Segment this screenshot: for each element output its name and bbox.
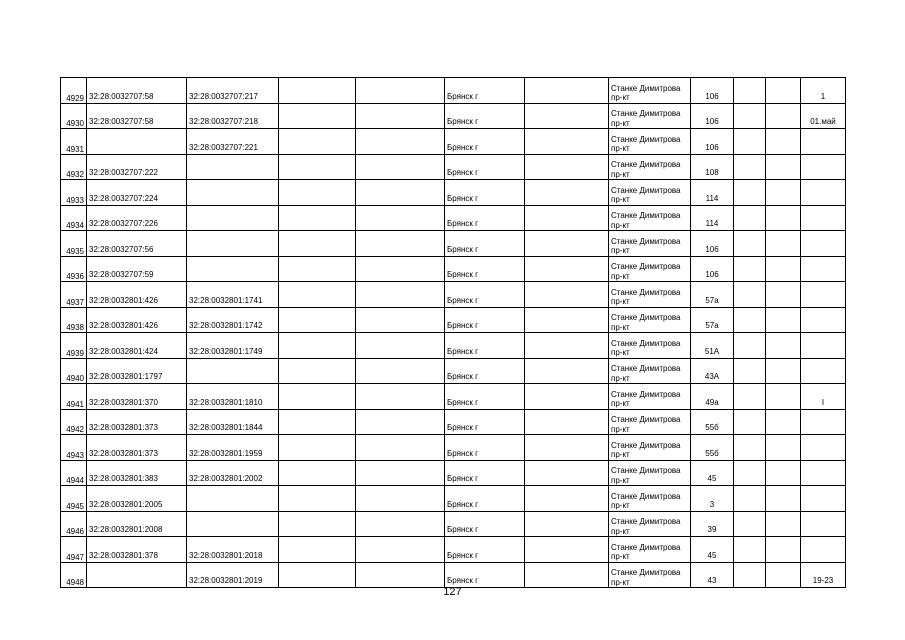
street-cell: Станке Димитрова пр-кт xyxy=(609,409,691,435)
empty-cell xyxy=(356,103,445,129)
table-row xyxy=(61,307,846,333)
cadastral-number-cell: 32:28:0032707:222 xyxy=(87,154,187,180)
table-row xyxy=(61,358,846,384)
street-cell: Станке Димитрова пр-кт xyxy=(609,231,691,257)
empty-cell xyxy=(356,205,445,231)
row-number-cell: 4938 xyxy=(61,307,87,333)
empty-cell xyxy=(766,282,801,308)
empty-cell xyxy=(279,129,356,155)
house-number-cell: 106 xyxy=(691,103,734,129)
row-number-cell: 4934 xyxy=(61,205,87,231)
table-body xyxy=(61,78,846,588)
house-number-cell: 114 xyxy=(691,205,734,231)
empty-cell xyxy=(356,486,445,512)
cadastral-number-cell: 32:28:0032801:373 xyxy=(87,435,187,461)
house-number-cell: 114 xyxy=(691,180,734,206)
empty-cell xyxy=(356,180,445,206)
cadastral-number-cell: 32:28:0032801:373 xyxy=(87,409,187,435)
row-number-cell: 4944 xyxy=(61,460,87,486)
street-cell: Станке Димитрова пр-кт xyxy=(609,129,691,155)
object-cadastral-number-cell xyxy=(187,205,279,231)
empty-cell xyxy=(279,154,356,180)
city-cell: Брянск г xyxy=(445,333,525,359)
cadastral-number-cell: 32:28:0032801:2008 xyxy=(87,511,187,537)
apartment-cell xyxy=(801,307,846,333)
house-number-cell: 55б xyxy=(691,409,734,435)
empty-cell xyxy=(766,333,801,359)
empty-cell xyxy=(525,129,609,155)
house-number-cell: 39 xyxy=(691,511,734,537)
row-number-cell: 4942 xyxy=(61,409,87,435)
city-cell: Брянск г xyxy=(445,154,525,180)
city-cell: Брянск г xyxy=(445,562,525,588)
empty-cell xyxy=(525,460,609,486)
empty-cell xyxy=(525,333,609,359)
row-number-cell: 4935 xyxy=(61,231,87,257)
cadastral-number-cell: 32:28:0032801:424 xyxy=(87,333,187,359)
object-cadastral-number-cell xyxy=(187,511,279,537)
empty-cell xyxy=(766,460,801,486)
row-number-cell: 4940 xyxy=(61,358,87,384)
empty-cell xyxy=(279,537,356,563)
street-cell: Станке Димитрова пр-кт xyxy=(609,511,691,537)
city-cell: Брянск г xyxy=(445,537,525,563)
apartment-cell: I xyxy=(801,384,846,410)
apartment-cell xyxy=(801,154,846,180)
row-number-cell: 4939 xyxy=(61,333,87,359)
empty-cell xyxy=(766,384,801,410)
empty-cell xyxy=(279,307,356,333)
row-number-cell: 4933 xyxy=(61,180,87,206)
row-number-cell: 4930 xyxy=(61,103,87,129)
row-number-cell: 4932 xyxy=(61,154,87,180)
city-cell: Брянск г xyxy=(445,282,525,308)
row-number-cell: 4931 xyxy=(61,129,87,155)
table-row xyxy=(61,384,846,410)
cadastral-number-cell: 32:28:0032801:370 xyxy=(87,384,187,410)
apartment-cell xyxy=(801,409,846,435)
empty-cell xyxy=(356,231,445,257)
empty-cell xyxy=(356,511,445,537)
street-cell: Станке Димитрова пр-кт xyxy=(609,103,691,129)
empty-cell xyxy=(766,154,801,180)
empty-cell xyxy=(356,384,445,410)
street-cell: Станке Димитрова пр-кт xyxy=(609,282,691,308)
house-number-cell: 45 xyxy=(691,460,734,486)
apartment-cell xyxy=(801,333,846,359)
apartment-cell xyxy=(801,282,846,308)
object-cadastral-number-cell xyxy=(187,256,279,282)
object-cadastral-number-cell xyxy=(187,180,279,206)
house-number-cell: 106 xyxy=(691,231,734,257)
empty-cell xyxy=(356,435,445,461)
empty-cell xyxy=(356,460,445,486)
table-row xyxy=(61,486,846,512)
empty-cell xyxy=(734,103,766,129)
empty-cell xyxy=(279,180,356,206)
table-row xyxy=(61,562,846,588)
empty-cell xyxy=(279,333,356,359)
street-cell: Станке Димитрова пр-кт xyxy=(609,154,691,180)
house-number-cell: 55б xyxy=(691,435,734,461)
empty-cell xyxy=(279,282,356,308)
empty-cell xyxy=(525,103,609,129)
cadastral-number-cell: 32:28:0032801:426 xyxy=(87,282,187,308)
city-cell: Брянск г xyxy=(445,231,525,257)
house-number-cell: 3 xyxy=(691,486,734,512)
empty-cell xyxy=(525,435,609,461)
table-row xyxy=(61,103,846,129)
row-number-cell: 4943 xyxy=(61,435,87,461)
empty-cell xyxy=(279,103,356,129)
empty-cell xyxy=(525,384,609,410)
empty-cell xyxy=(734,460,766,486)
empty-cell xyxy=(356,154,445,180)
empty-cell xyxy=(525,486,609,512)
empty-cell xyxy=(279,435,356,461)
table-row xyxy=(61,460,846,486)
table-row xyxy=(61,333,846,359)
house-number-cell: 57а xyxy=(691,307,734,333)
object-cadastral-number-cell: 32:28:0032801:2019 xyxy=(187,562,279,588)
empty-cell xyxy=(356,537,445,563)
empty-cell xyxy=(766,307,801,333)
city-cell: Брянск г xyxy=(445,384,525,410)
apartment-cell xyxy=(801,435,846,461)
empty-cell xyxy=(279,231,356,257)
object-cadastral-number-cell: 32:28:0032801:2018 xyxy=(187,537,279,563)
empty-cell xyxy=(766,486,801,512)
city-cell: Брянск г xyxy=(445,409,525,435)
empty-cell xyxy=(356,282,445,308)
empty-cell xyxy=(279,205,356,231)
empty-cell xyxy=(734,562,766,588)
house-number-cell: 106 xyxy=(691,256,734,282)
cadastral-number-cell: 32:28:0032801:1797 xyxy=(87,358,187,384)
cadastral-number-cell: 32:28:0032801:2005 xyxy=(87,486,187,512)
empty-cell xyxy=(525,231,609,257)
empty-cell xyxy=(734,180,766,206)
empty-cell xyxy=(766,256,801,282)
empty-cell xyxy=(279,78,356,104)
empty-cell xyxy=(356,562,445,588)
empty-cell xyxy=(734,333,766,359)
street-cell: Станке Димитрова пр-кт xyxy=(609,562,691,588)
cadastral-number-cell: 32:28:0032707:224 xyxy=(87,180,187,206)
table-row xyxy=(61,537,846,563)
cadastral-number-cell xyxy=(87,129,187,155)
empty-cell xyxy=(356,358,445,384)
empty-cell xyxy=(766,205,801,231)
object-cadastral-number-cell: 32:28:0032707:218 xyxy=(187,103,279,129)
empty-cell xyxy=(525,256,609,282)
row-number-cell: 4929 xyxy=(61,78,87,104)
city-cell: Брянск г xyxy=(445,256,525,282)
table-row xyxy=(61,129,846,155)
street-cell: Станке Димитрова пр-кт xyxy=(609,537,691,563)
empty-cell xyxy=(356,409,445,435)
object-cadastral-number-cell xyxy=(187,358,279,384)
empty-cell xyxy=(279,562,356,588)
empty-cell xyxy=(734,384,766,410)
apartment-cell xyxy=(801,486,846,512)
empty-cell xyxy=(356,78,445,104)
object-cadastral-number-cell xyxy=(187,486,279,512)
house-number-cell: 45 xyxy=(691,537,734,563)
apartment-cell xyxy=(801,205,846,231)
empty-cell xyxy=(734,231,766,257)
cadastral-number-cell xyxy=(87,562,187,588)
street-cell: Станке Димитрова пр-кт xyxy=(609,460,691,486)
city-cell: Брянск г xyxy=(445,129,525,155)
table-row xyxy=(61,78,846,104)
street-cell: Станке Димитрова пр-кт xyxy=(609,435,691,461)
street-cell: Станке Димитрова пр-кт xyxy=(609,78,691,104)
cadastral-number-cell: 32:28:0032801:426 xyxy=(87,307,187,333)
empty-cell xyxy=(734,409,766,435)
row-number-cell: 4947 xyxy=(61,537,87,563)
empty-cell xyxy=(734,282,766,308)
street-cell: Станке Димитрова пр-кт xyxy=(609,384,691,410)
row-number-cell: 4936 xyxy=(61,256,87,282)
city-cell: Брянск г xyxy=(445,486,525,512)
object-cadastral-number-cell xyxy=(187,154,279,180)
apartment-cell: 19-23 xyxy=(801,562,846,588)
empty-cell xyxy=(766,562,801,588)
row-number-cell: 4945 xyxy=(61,486,87,512)
city-cell: Брянск г xyxy=(445,205,525,231)
object-cadastral-number-cell: 32:28:0032801:1749 xyxy=(187,333,279,359)
apartment-cell xyxy=(801,256,846,282)
empty-cell xyxy=(734,307,766,333)
city-cell: Брянск г xyxy=(445,103,525,129)
empty-cell xyxy=(279,486,356,512)
apartment-cell xyxy=(801,180,846,206)
empty-cell xyxy=(356,256,445,282)
cadastral-number-cell: 32:28:0032707:226 xyxy=(87,205,187,231)
house-number-cell: 43 xyxy=(691,562,734,588)
object-cadastral-number-cell: 32:28:0032707:217 xyxy=(187,78,279,104)
city-cell: Брянск г xyxy=(445,511,525,537)
empty-cell xyxy=(734,511,766,537)
house-number-cell: 106 xyxy=(691,129,734,155)
empty-cell xyxy=(525,205,609,231)
street-cell: Станке Димитрова пр-кт xyxy=(609,486,691,512)
house-number-cell: 49а xyxy=(691,384,734,410)
apartment-cell xyxy=(801,511,846,537)
empty-cell xyxy=(734,486,766,512)
empty-cell xyxy=(734,205,766,231)
cadastral-number-cell: 32:28:0032801:378 xyxy=(87,537,187,563)
empty-cell xyxy=(279,384,356,410)
house-number-cell: 43А xyxy=(691,358,734,384)
table-row xyxy=(61,409,846,435)
row-number-cell: 4946 xyxy=(61,511,87,537)
object-cadastral-number-cell: 32:28:0032801:1741 xyxy=(187,282,279,308)
empty-cell xyxy=(525,537,609,563)
empty-cell xyxy=(766,537,801,563)
street-cell: Станке Димитрова пр-кт xyxy=(609,333,691,359)
object-cadastral-number-cell: 32:28:0032801:1844 xyxy=(187,409,279,435)
empty-cell xyxy=(766,129,801,155)
table-row xyxy=(61,435,846,461)
object-cadastral-number-cell: 32:28:0032801:1742 xyxy=(187,307,279,333)
cadastral-number-cell: 32:28:0032707:58 xyxy=(87,78,187,104)
empty-cell xyxy=(766,409,801,435)
empty-cell xyxy=(356,307,445,333)
empty-cell xyxy=(734,154,766,180)
apartment-cell xyxy=(801,231,846,257)
cadastral-number-cell: 32:28:0032707:56 xyxy=(87,231,187,257)
table-row xyxy=(61,180,846,206)
row-number-cell: 4941 xyxy=(61,384,87,410)
city-cell: Брянск г xyxy=(445,435,525,461)
empty-cell xyxy=(734,129,766,155)
city-cell: Брянск г xyxy=(445,307,525,333)
table-row xyxy=(61,282,846,308)
object-cadastral-number-cell: 32:28:0032801:1810 xyxy=(187,384,279,410)
house-number-cell: 106 xyxy=(691,78,734,104)
empty-cell xyxy=(525,409,609,435)
table-row xyxy=(61,256,846,282)
cadastral-number-cell: 32:28:0032801:383 xyxy=(87,460,187,486)
apartment-cell xyxy=(801,537,846,563)
apartment-cell: 1 xyxy=(801,78,846,104)
empty-cell xyxy=(734,256,766,282)
empty-cell xyxy=(734,537,766,563)
house-number-cell: 57а xyxy=(691,282,734,308)
cadastral-number-cell: 32:28:0032707:58 xyxy=(87,103,187,129)
city-cell: Брянск г xyxy=(445,180,525,206)
street-cell: Станке Димитрова пр-кт xyxy=(609,358,691,384)
page-number: 127 xyxy=(443,586,462,598)
house-number-cell: 51А xyxy=(691,333,734,359)
empty-cell xyxy=(734,358,766,384)
table-row xyxy=(61,205,846,231)
object-cadastral-number-cell xyxy=(187,231,279,257)
street-cell: Станке Димитрова пр-кт xyxy=(609,256,691,282)
empty-cell xyxy=(356,129,445,155)
city-cell: Брянск г xyxy=(445,460,525,486)
street-cell: Станке Димитрова пр-кт xyxy=(609,307,691,333)
empty-cell xyxy=(525,282,609,308)
empty-cell xyxy=(525,180,609,206)
empty-cell xyxy=(766,180,801,206)
cadastral-number-cell: 32:28:0032707:59 xyxy=(87,256,187,282)
street-cell: Станке Димитрова пр-кт xyxy=(609,180,691,206)
empty-cell xyxy=(525,562,609,588)
empty-cell xyxy=(525,358,609,384)
object-cadastral-number-cell: 32:28:0032801:1959 xyxy=(187,435,279,461)
registry-table xyxy=(60,77,846,588)
empty-cell xyxy=(766,78,801,104)
empty-cell xyxy=(279,358,356,384)
row-number-cell: 4937 xyxy=(61,282,87,308)
row-number-cell: 4948 xyxy=(61,562,87,588)
apartment-cell xyxy=(801,129,846,155)
empty-cell xyxy=(766,103,801,129)
empty-cell xyxy=(279,256,356,282)
table-row xyxy=(61,154,846,180)
empty-cell xyxy=(525,511,609,537)
empty-cell xyxy=(734,78,766,104)
house-number-cell: 108 xyxy=(691,154,734,180)
empty-cell xyxy=(525,154,609,180)
apartment-cell xyxy=(801,460,846,486)
empty-cell xyxy=(766,435,801,461)
empty-cell xyxy=(279,409,356,435)
empty-cell xyxy=(766,511,801,537)
empty-cell xyxy=(525,78,609,104)
empty-cell xyxy=(525,307,609,333)
empty-cell xyxy=(734,435,766,461)
empty-cell xyxy=(766,231,801,257)
object-cadastral-number-cell: 32:28:0032707:221 xyxy=(187,129,279,155)
table-row xyxy=(61,511,846,537)
apartment-cell: 01.май xyxy=(801,103,846,129)
empty-cell xyxy=(356,333,445,359)
empty-cell xyxy=(279,511,356,537)
object-cadastral-number-cell: 32:28:0032801:2002 xyxy=(187,460,279,486)
apartment-cell xyxy=(801,358,846,384)
city-cell: Брянск г xyxy=(445,358,525,384)
street-cell: Станке Димитрова пр-кт xyxy=(609,205,691,231)
city-cell: Брянск г xyxy=(445,78,525,104)
empty-cell xyxy=(279,460,356,486)
table-row xyxy=(61,231,846,257)
empty-cell xyxy=(766,358,801,384)
